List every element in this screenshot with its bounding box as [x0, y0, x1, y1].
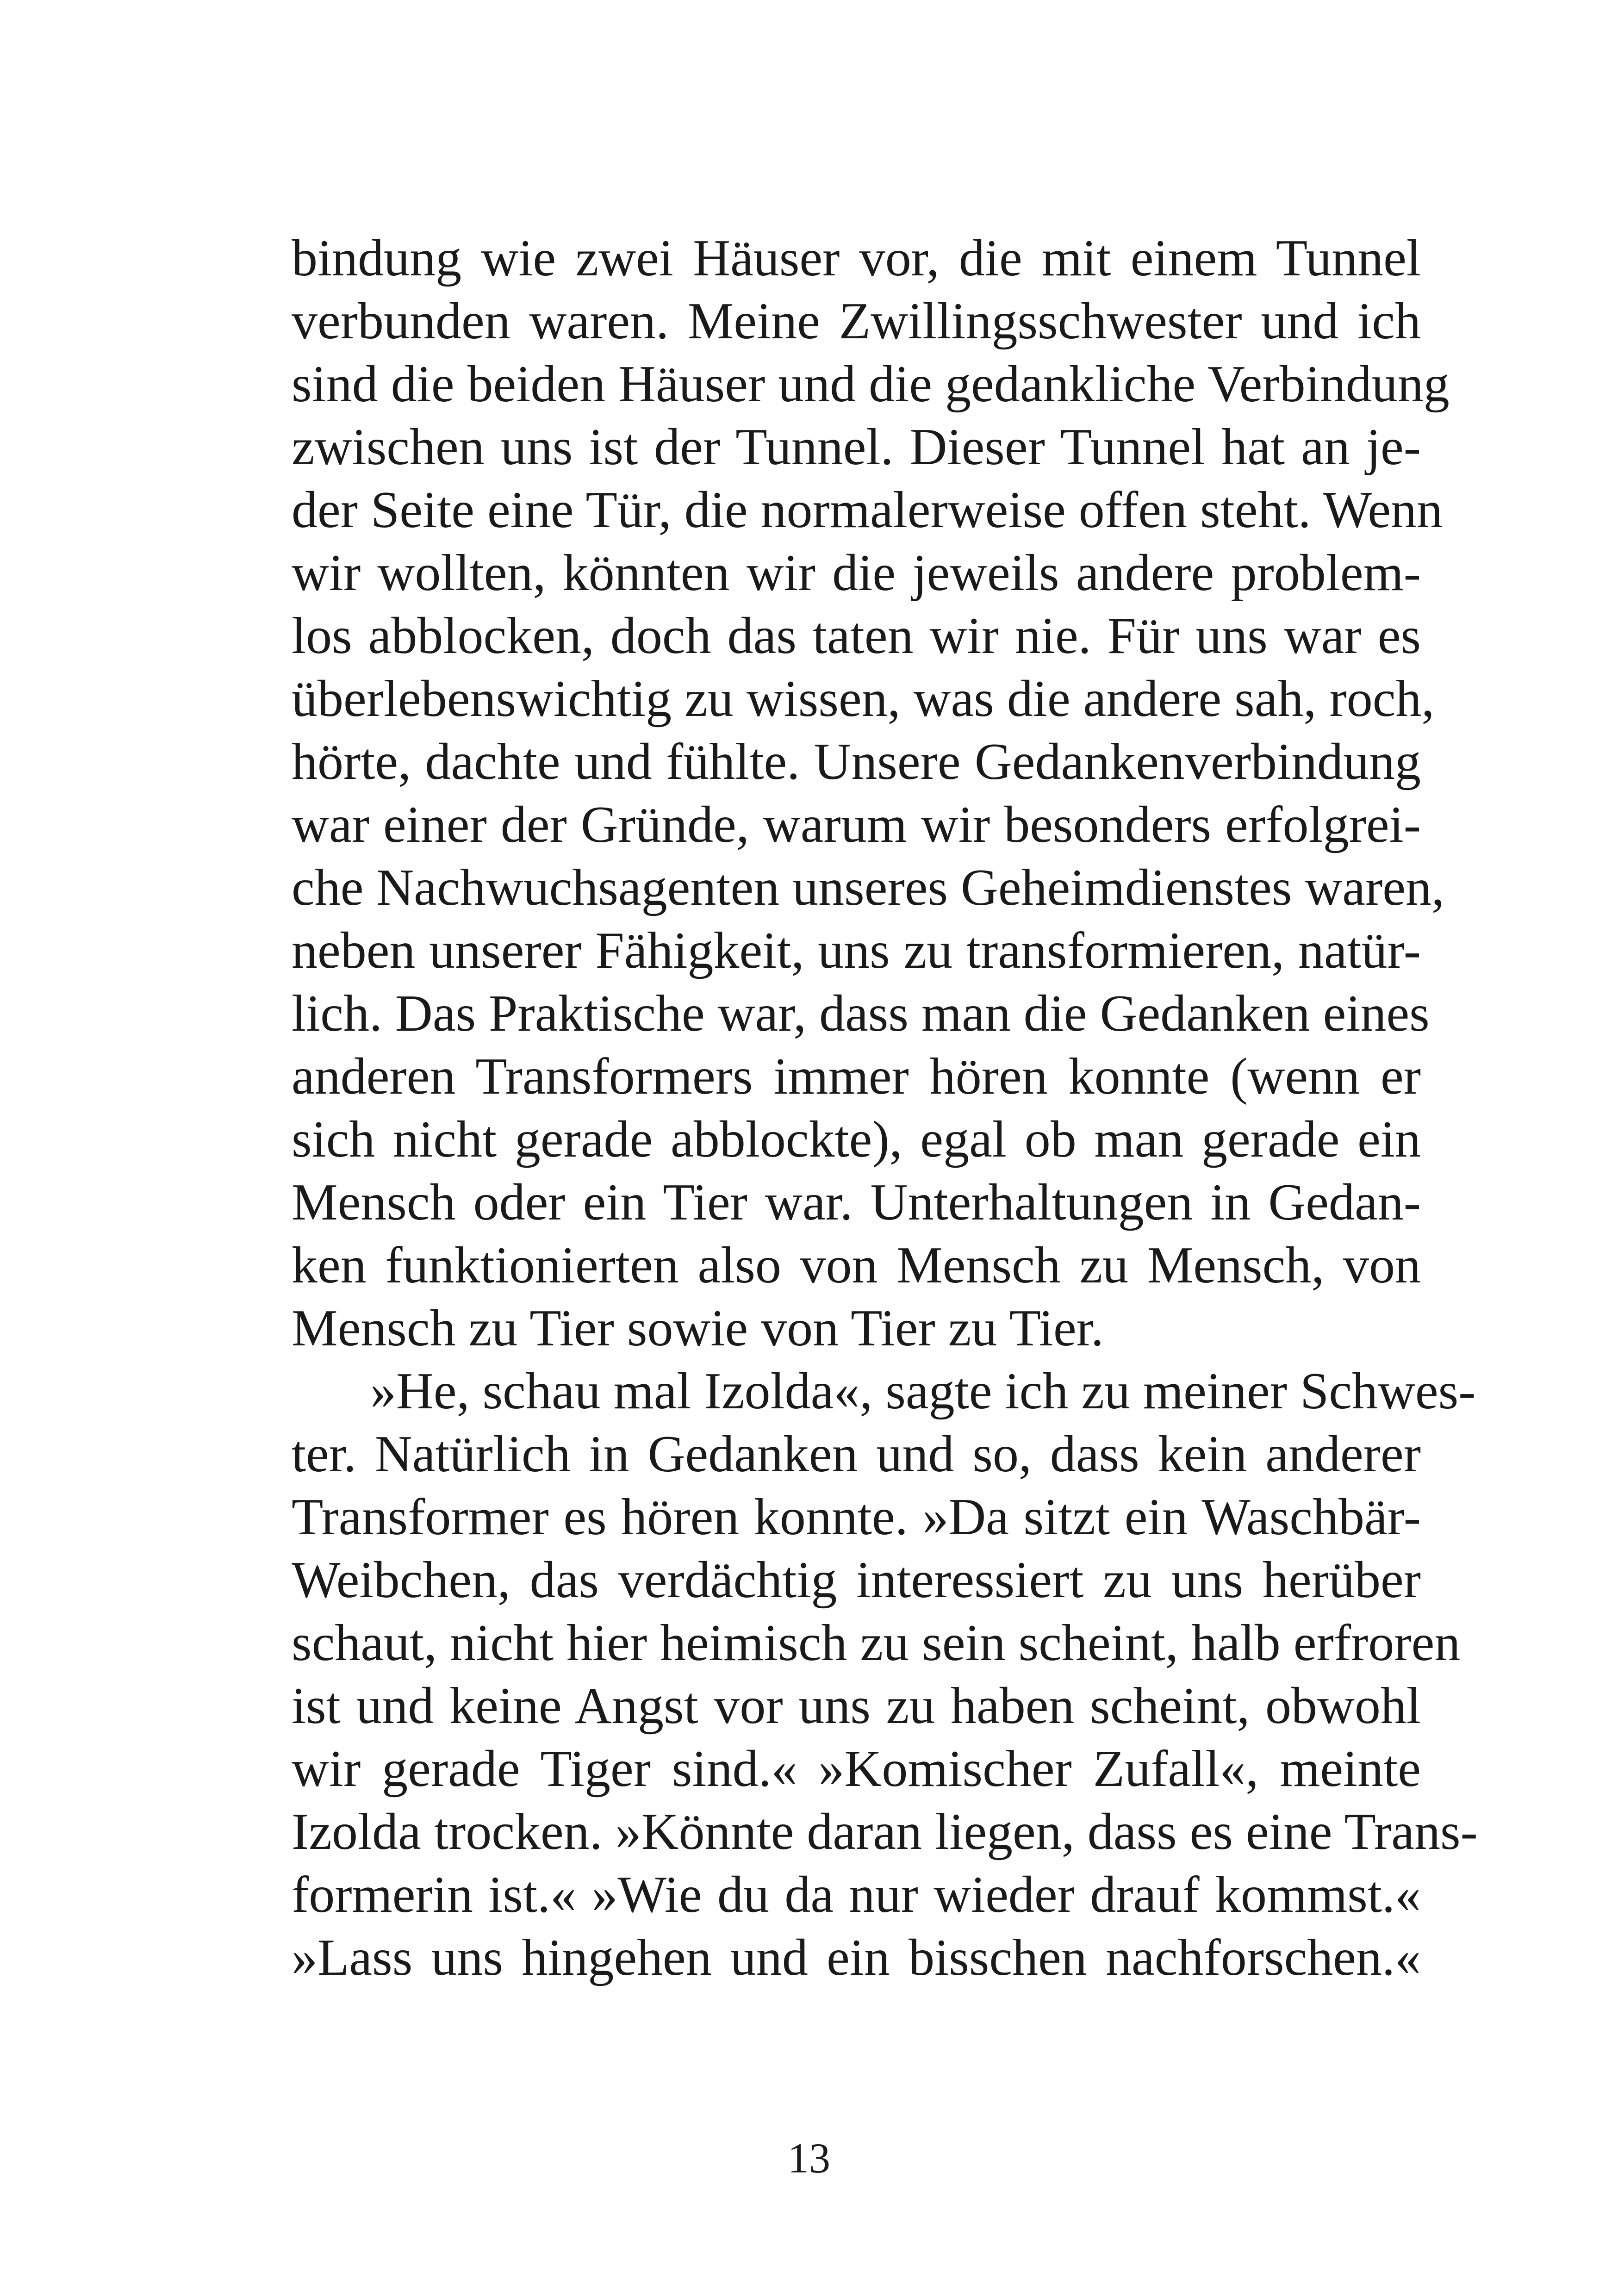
text-line: los abblocken, doch das taten wir nie. Für uns war es — [292, 607, 1421, 665]
text-line: anderen Transformers immer hören konnte (wenn er — [292, 1048, 1421, 1105]
text-line: formerin ist.« »Wie du da nur wieder drauf kommst.« — [292, 1866, 1421, 1923]
text-line: bindung wie zwei Häuser vor, die mit einem Tunnel — [292, 230, 1421, 287]
paragraph-start-line: »He, schau mal Izolda«, sagte ich zu meiner Schwes- — [370, 1363, 1476, 1420]
paragraph-end-line: Mensch zu Tier sowie von Tier zu Tier. — [292, 1300, 1104, 1357]
text-line: hörte, dachte und fühlte. Unsere Gedankenverbindung — [292, 733, 1421, 790]
text-line: Weibchen, das verdächtig interessiert zu uns herüber — [292, 1551, 1421, 1609]
text-line: Izolda trocken. »Könnte daran liegen, dass es eine Trans- — [292, 1803, 1478, 1860]
page-number: 13 — [788, 2134, 830, 2182]
text-line: lich. Das Praktische war, dass man die Gedanken eines — [292, 985, 1430, 1042]
text-line: »Lass uns hingehen und ein bisschen nachforschen.« — [292, 1929, 1421, 1986]
text-line: wir wollten, könnten wir die jeweils andere problem- — [292, 544, 1421, 602]
text-line: ist und keine Angst vor uns zu haben scheint, obwohl — [292, 1677, 1421, 1735]
text-line: schaut, nicht hier heimisch zu sein scheint, halb erfroren — [292, 1614, 1461, 1672]
text-line: wir gerade Tiger sind.« »Komischer Zufall«, meinte — [292, 1740, 1421, 1798]
text-line: der Seite eine Tür, die normalerweise offen steht. Wenn — [292, 481, 1443, 539]
text-line: verbunden waren. Meine Zwillingsschwester und ich — [292, 292, 1421, 350]
text-line: Mensch oder ein Tier war. Unterhaltungen in Gedan- — [292, 1174, 1421, 1231]
text-line: zwischen uns ist der Tunnel. Dieser Tunnel hat an je- — [292, 418, 1421, 476]
text-line: war einer der Gründe, warum wir besonders erfolgrei- — [292, 796, 1421, 853]
body-text — [292, 227, 1478, 1989]
text-line: che Nachwuchsagenten unseres Geheimdienstes waren, — [292, 859, 1445, 916]
text-line: überlebenswichtig zu wissen, was die andere sah, roch, — [292, 670, 1435, 728]
text-line: sich nicht gerade abblockte), egal ob man gerade ein — [292, 1111, 1421, 1168]
text-line: ter. Natürlich in Gedanken und so, dass kein anderer — [292, 1425, 1421, 1483]
text-line: Transformer es hören konnte. »Da sitzt ein Waschbär- — [292, 1488, 1421, 1546]
text-line: ken funktionierten also von Mensch zu Mensch, von — [292, 1237, 1421, 1294]
text-line: neben unserer Fähigkeit, uns zu transformieren, natür- — [292, 922, 1421, 979]
text-line: sind die beiden Häuser und die gedankliche Verbindung — [292, 355, 1450, 413]
